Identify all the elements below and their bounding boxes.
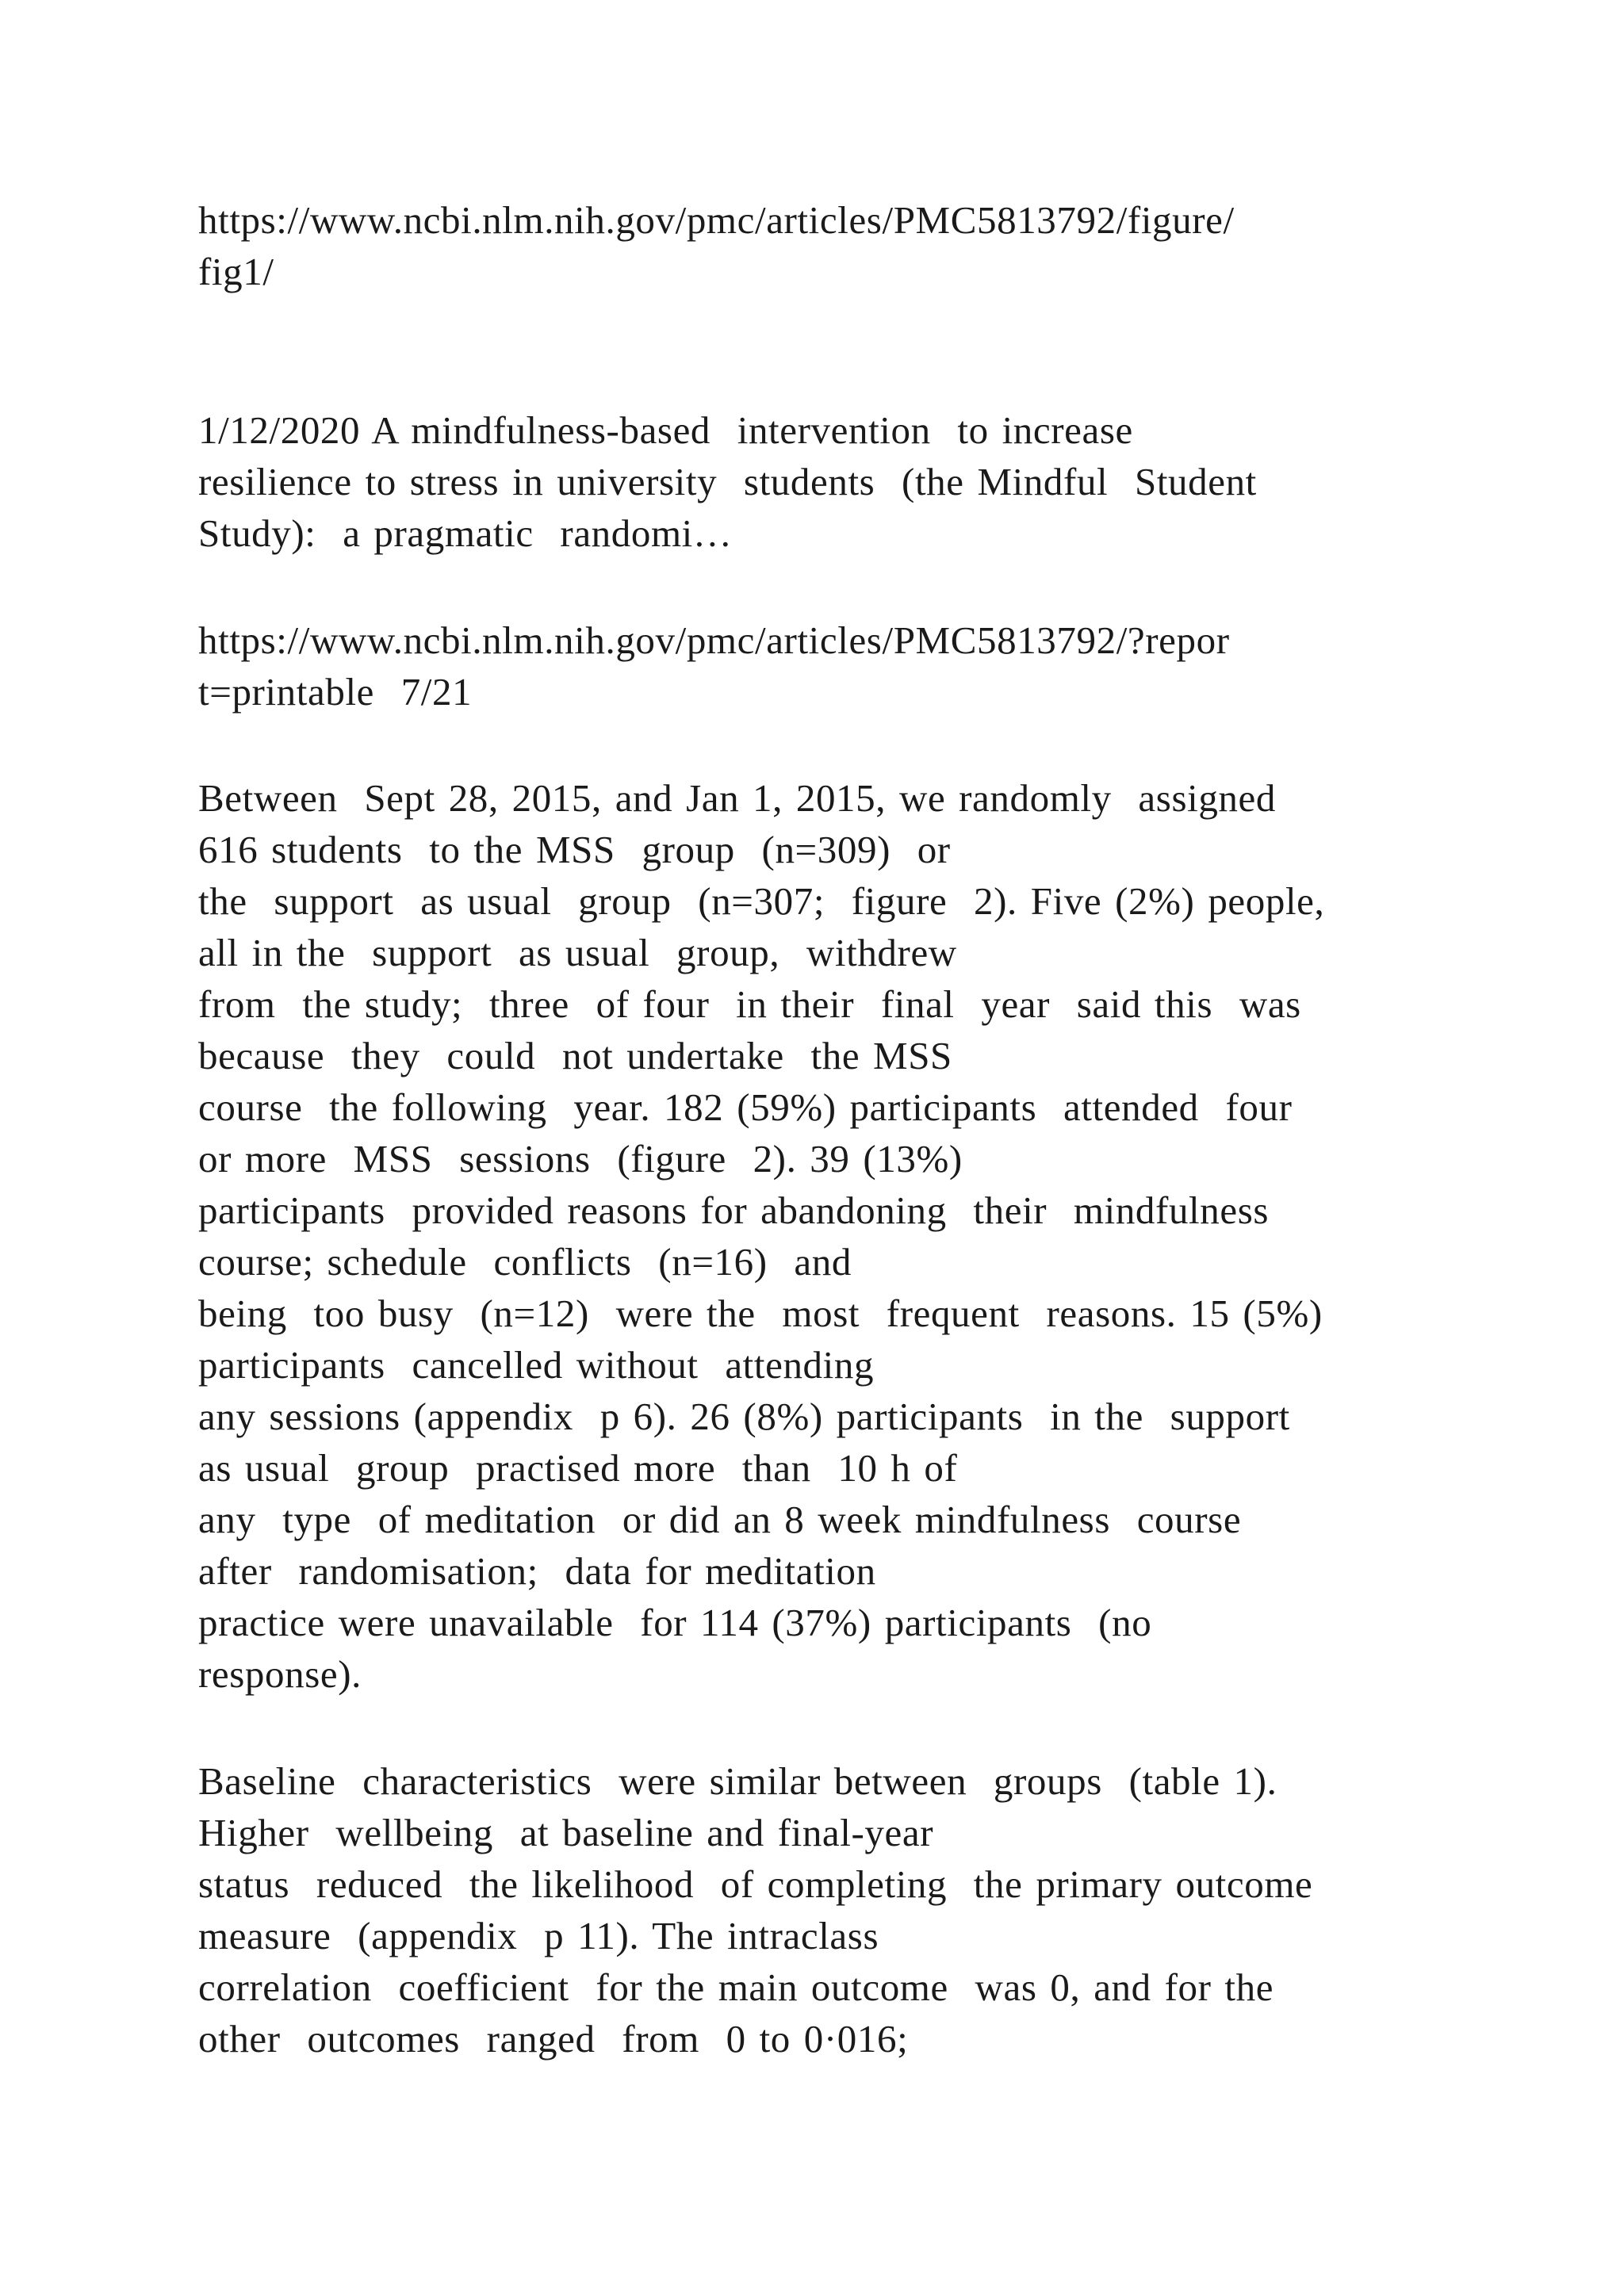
- print-url-line-2: t=printable 7/21: [198, 670, 473, 714]
- paragraph-1-line-5: from the study; three of four in their final year said this was: [198, 982, 1301, 1026]
- header-line-1: 1/12/2020 A mindfulness-based intervention to increase: [198, 408, 1133, 452]
- figure-url-line-1: https://www.ncbi.nlm.nih.gov/pmc/articles/PMC5813792/figure/: [198, 198, 1235, 242]
- paragraph-1-line-15: any type of meditation or did an 8 week mindfulness course: [198, 1498, 1242, 1541]
- paragraph-1-line-12: participants cancelled without attending: [198, 1343, 875, 1387]
- header-line-3: Study): a pragmatic randomi…: [198, 511, 733, 555]
- paragraph-1-line-6: because they could not undertake the MSS: [198, 1034, 952, 1077]
- paragraph-1-line-13: any sessions (appendix p 6). 26 (8%) participants in the support: [198, 1395, 1290, 1438]
- paragraph-1-line-10: course; schedule conflicts (n=16) and: [198, 1240, 852, 1284]
- paragraph-1-line-11: being too busy (n=12) were the most frequent reasons. 15 (5%): [198, 1292, 1323, 1335]
- paragraph-1-line-17: practice were unavailable for 114 (37%) participants (no: [198, 1601, 1152, 1644]
- paragraph-1-line-3: the support as usual group (n=307; figure 2). Five (2%) people,: [198, 879, 1325, 923]
- header-line-2: resilience to stress in university students (the Mindful Student: [198, 460, 1257, 503]
- paragraph-2-line-5: correlation coefficient for the main outcome was 0, and for the: [198, 1965, 1274, 2009]
- paragraph-1-line-14: as usual group practised more than 10 h of: [198, 1446, 958, 1490]
- paragraph-2-line-2: Higher wellbeing at baseline and final-year: [198, 1811, 934, 1854]
- print-url-line-1: https://www.ncbi.nlm.nih.gov/pmc/articles/PMC5813792/?repor: [198, 618, 1230, 662]
- paragraph-2-line-4: measure (appendix p 11). The intraclass: [198, 1914, 879, 1957]
- paragraph-1-line-4: all in the support as usual group, withdrew: [198, 931, 957, 974]
- paragraph-1-line-9: participants provided reasons for abandoning their mindfulness: [198, 1188, 1270, 1232]
- paragraph-1-line-7: course the following year. 182 (59%) participants attended four: [198, 1085, 1293, 1129]
- figure-url-line-2: fig1/: [198, 250, 274, 293]
- paragraph-2-line-3: status reduced the likelihood of completing the primary outcome: [198, 1862, 1313, 1906]
- paragraph-1-line-2: 616 students to the MSS group (n=309) or: [198, 828, 951, 871]
- paragraph-1-line-18: response).: [198, 1652, 362, 1696]
- paragraph-1-line-8: or more MSS sessions (figure 2). 39 (13%): [198, 1137, 963, 1181]
- paragraph-1-line-1: Between Sept 28, 2015, and Jan 1, 2015, we randomly assigned: [198, 776, 1276, 820]
- paragraph-2-line-6: other outcomes ranged from 0 to 0·016;: [198, 2017, 909, 2061]
- paragraph-1-line-16: after randomisation; data for meditation: [198, 1549, 876, 1593]
- paragraph-2-line-1: Baseline characteristics were similar between groups (table 1).: [198, 1759, 1277, 1803]
